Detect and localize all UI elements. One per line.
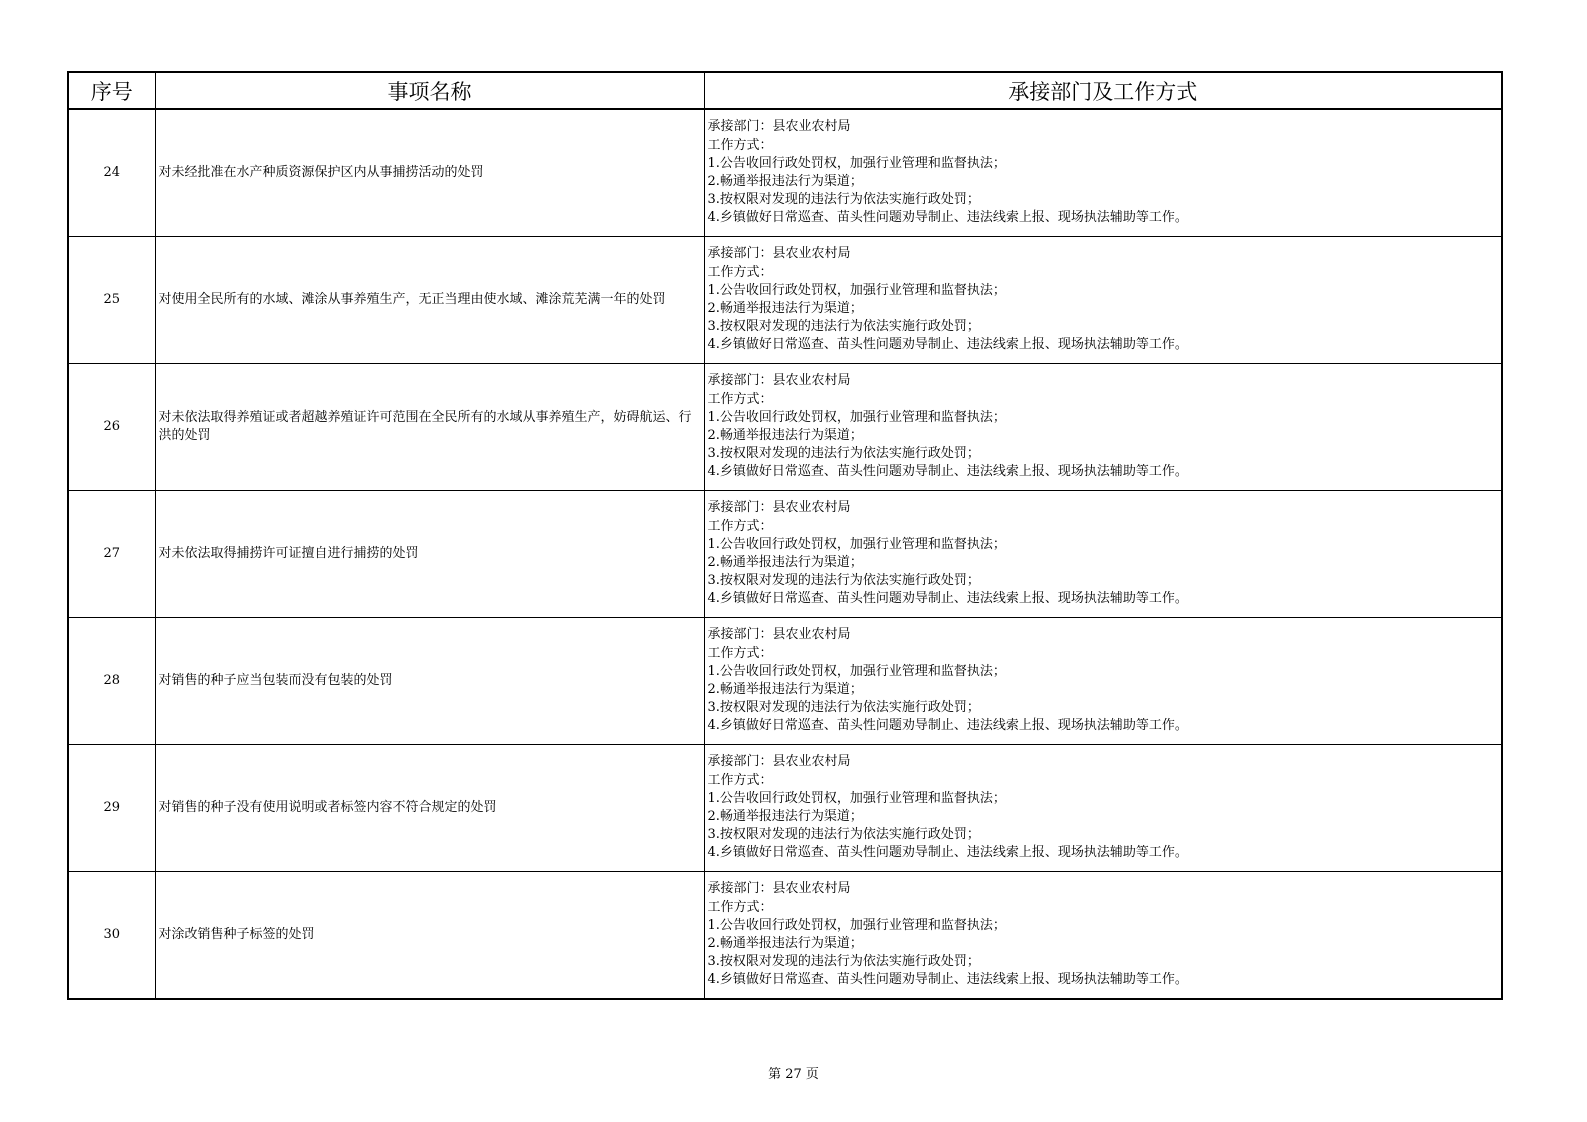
work-method-item: 3.按权限对发现的违法行为依法实施行政处罚； xyxy=(707,827,980,843)
work-method-item: 2.畅通举报违法行为渠道； xyxy=(707,174,863,189)
work-method-item: 2.畅通举报违法行为渠道； xyxy=(707,555,863,570)
work-method-item: 3.按权限对发现的违法行为依法实施行政处罚； xyxy=(707,319,980,335)
department-line: 承接部门：县农业农村局 xyxy=(707,373,851,389)
work-method-label: 工作方式： xyxy=(707,264,773,280)
work-method-item: 2.畅通举报违法行为渠道； xyxy=(707,301,863,316)
table-body xyxy=(68,109,1502,999)
work-method-item: 2.畅通举报违法行为渠道； xyxy=(707,428,863,443)
department-line: 承接部门：县农业农村局 xyxy=(707,119,851,135)
work-method-item: 4.乡镇做好日常巡查、苗头性问题劝导制止、违法线索上报、现场执法辅助等工作。 xyxy=(707,591,1188,607)
work-method-item: 1.公告收回行政处罚权，加强行业管理和监督执法； xyxy=(707,790,1006,806)
header-department-method: 承接部门及工作方式 xyxy=(704,72,1502,109)
work-method-label: 工作方式： xyxy=(707,391,773,407)
table-row xyxy=(68,237,1502,364)
work-method-item: 2.畅通举报违法行为渠道； xyxy=(707,682,863,697)
row-department-method xyxy=(704,364,1502,491)
row-serial-number: 25 xyxy=(68,237,155,364)
work-method-item: 1.公告收回行政处罚权，加强行业管理和监督执法； xyxy=(707,282,1006,298)
row-item-name: 对使用全民所有的水域、滩涂从事养殖生产，无正当理由使水域、滩涂荒芜满一年的处罚 xyxy=(155,237,704,364)
row-serial-number: 27 xyxy=(68,491,155,618)
row-department-method xyxy=(704,745,1502,872)
row-serial-number: 30 xyxy=(68,872,155,1000)
work-method-item: 2.畅通举报违法行为渠道； xyxy=(707,936,863,951)
table-row xyxy=(68,745,1502,872)
work-method-item: 4.乡镇做好日常巡查、苗头性问题劝导制止、违法线索上报、现场执法辅助等工作。 xyxy=(707,464,1188,480)
table-row xyxy=(68,491,1502,618)
header-item-name: 事项名称 xyxy=(155,72,704,109)
header-serial-number: 序号 xyxy=(68,72,155,109)
department-line: 承接部门：县农业农村局 xyxy=(707,500,851,516)
work-method-item: 1.公告收回行政处罚权，加强行业管理和监督执法； xyxy=(707,409,1006,425)
row-item-name: 对销售的种子没有使用说明或者标签内容不符合规定的处罚 xyxy=(155,745,704,872)
work-method-label: 工作方式： xyxy=(707,899,773,915)
page-number: 第 27 页 xyxy=(768,1067,819,1082)
work-method-item: 1.公告收回行政处罚权，加强行业管理和监督执法； xyxy=(707,536,1006,552)
work-method-item: 4.乡镇做好日常巡查、苗头性问题劝导制止、违法线索上报、现场执法辅助等工作。 xyxy=(707,972,1188,988)
work-method-item: 2.畅通举报违法行为渠道； xyxy=(707,809,863,824)
table-row xyxy=(68,618,1502,745)
row-item-name: 对未依法取得捕捞许可证擅自进行捕捞的处罚 xyxy=(155,491,704,618)
table-row xyxy=(68,872,1502,1000)
work-method-item: 3.按权限对发现的违法行为依法实施行政处罚； xyxy=(707,446,980,462)
department-line: 承接部门：县农业农村局 xyxy=(707,246,851,262)
department-line: 承接部门：县农业农村局 xyxy=(707,754,851,770)
row-department-method xyxy=(704,491,1502,618)
work-method-item: 1.公告收回行政处罚权，加强行业管理和监督执法； xyxy=(707,917,1006,933)
row-serial-number: 29 xyxy=(68,745,155,872)
work-method-item: 3.按权限对发现的违法行为依法实施行政处罚； xyxy=(707,573,980,589)
work-method-item: 3.按权限对发现的违法行为依法实施行政处罚； xyxy=(707,700,980,716)
row-department-method xyxy=(704,237,1502,364)
document-table xyxy=(67,71,1503,1000)
row-serial-number: 28 xyxy=(68,618,155,745)
row-item-name: 对未经批准在水产种质资源保护区内从事捕捞活动的处罚 xyxy=(155,109,704,237)
row-serial-number: 24 xyxy=(68,109,155,237)
work-method-item: 1.公告收回行政处罚权，加强行业管理和监督执法； xyxy=(707,155,1006,171)
work-method-item: 4.乡镇做好日常巡查、苗头性问题劝导制止、违法线索上报、现场执法辅助等工作。 xyxy=(707,210,1188,226)
work-method-label: 工作方式： xyxy=(707,645,773,661)
work-method-item: 4.乡镇做好日常巡查、苗头性问题劝导制止、违法线索上报、现场执法辅助等工作。 xyxy=(707,845,1188,861)
work-method-label: 工作方式： xyxy=(707,137,773,153)
row-item-name: 对销售的种子应当包装而没有包装的处罚 xyxy=(155,618,704,745)
department-line: 承接部门：县农业农村局 xyxy=(707,627,851,643)
table-header-row xyxy=(68,72,1502,109)
row-item-name: 对未依法取得养殖证或者超越养殖证许可范围在全民所有的水域从事养殖生产，妨碍航运、行洪的处罚 xyxy=(155,364,704,491)
work-method-item: 4.乡镇做好日常巡查、苗头性问题劝导制止、违法线索上报、现场执法辅助等工作。 xyxy=(707,337,1188,353)
row-item-name: 对涂改销售种子标签的处罚 xyxy=(155,872,704,1000)
work-method-item: 3.按权限对发现的违法行为依法实施行政处罚； xyxy=(707,192,980,208)
work-method-item: 4.乡镇做好日常巡查、苗头性问题劝导制止、违法线索上报、现场执法辅助等工作。 xyxy=(707,718,1188,734)
table-row xyxy=(68,364,1502,491)
row-department-method xyxy=(704,109,1502,237)
row-serial-number: 26 xyxy=(68,364,155,491)
row-department-method xyxy=(704,618,1502,745)
table-row xyxy=(68,109,1502,237)
work-method-label: 工作方式： xyxy=(707,518,773,534)
department-line: 承接部门：县农业农村局 xyxy=(707,881,851,897)
work-method-item: 3.按权限对发现的违法行为依法实施行政处罚； xyxy=(707,954,980,970)
work-method-item: 1.公告收回行政处罚权，加强行业管理和监督执法； xyxy=(707,663,1006,679)
work-method-label: 工作方式： xyxy=(707,772,773,788)
row-department-method xyxy=(704,872,1502,1000)
